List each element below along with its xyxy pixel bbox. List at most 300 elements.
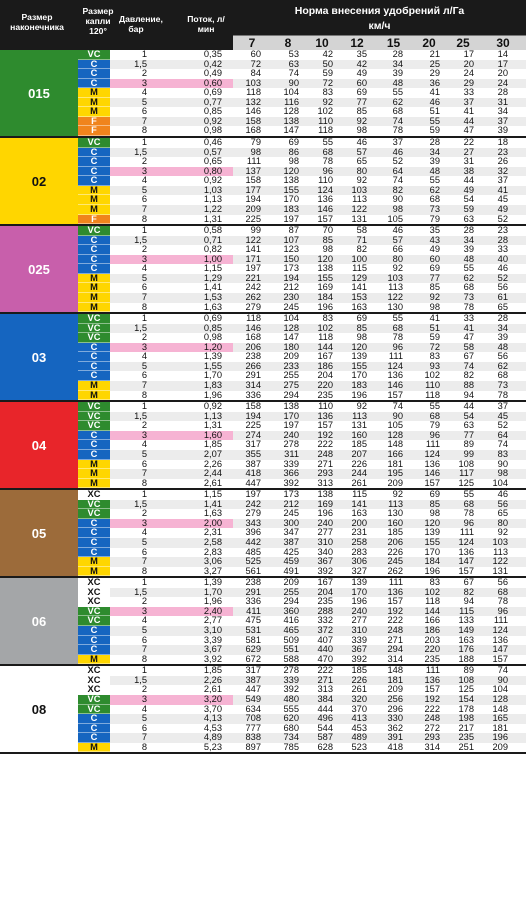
rate-value-20kmh: 21 [429,49,440,59]
pressure-value: 1 [141,225,147,236]
rate-value-10kmh: 440 [317,644,333,655]
droplet-class: VC [78,402,110,412]
rate-value-15kmh: 294 [387,644,403,655]
rate-value-12kmh: 183 [351,380,367,391]
rate-value-8kmh: 785 [283,741,299,752]
rate-value-10kmh: 169 [317,282,333,293]
droplet-class: VC [78,333,110,343]
droplet-class: C [78,352,110,362]
nozzle-size-04: 04 [0,402,78,488]
rate-value-12kmh: 226 [351,458,367,469]
flow-value: 3,10 [203,625,222,636]
droplet-class: C [78,167,110,177]
rate-value-30kmh: 49 [497,203,508,214]
flow-value: 2,07 [203,448,222,459]
rate-value-7kmh: 141 [245,244,261,255]
rate-value-20kmh: 192 [424,693,440,704]
flow-value: 0,60 [203,77,222,88]
rate-value-10kmh: 169 [317,498,333,509]
rate-value-8kmh: 339 [283,674,299,685]
rate-value-10kmh: 50 [322,58,333,69]
rate-value-12kmh: 185 [351,665,367,676]
rate-value-7kmh: 838 [245,732,261,743]
rate-value-25kmh: 188 [458,653,474,664]
rate-value-8kmh: 197 [283,213,299,224]
rate-value-10kmh: 136 [317,194,333,205]
rate-value-25kmh: 108 [458,458,474,469]
pressure-value: 8 [141,389,147,400]
rate-value-10kmh: 496 [317,713,333,724]
rate-value-15kmh: 92 [392,263,403,274]
droplet-class: F [78,215,110,225]
rate-value-8kmh: 87 [288,225,299,236]
rate-value-10kmh: 96 [322,165,333,176]
rate-value-15kmh: 113 [388,498,403,509]
rate-value-8kmh: 86 [288,146,299,157]
rate-value-20kmh: 235 [424,653,440,664]
rate-value-30kmh: 23 [497,146,508,157]
droplet-class: M [78,98,110,108]
droplet-class: C [78,362,110,372]
rate-value-7kmh: 561 [245,565,261,576]
group-separator [0,752,526,754]
rate-value-7kmh: 137 [245,165,261,176]
rate-value-20kmh: 48 [429,165,440,176]
rate-value-30kmh: 148 [492,703,508,714]
rate-value-12kmh: 170 [351,370,367,381]
rate-value-20kmh: 92 [429,292,440,302]
rate-value-30kmh: 74 [497,665,508,676]
rate-value-15kmh: 48 [392,77,403,88]
droplet-class: VC [78,412,110,422]
rate-value-12kmh: 170 [351,586,367,597]
rate-value-7kmh: 171 [245,253,261,264]
rate-value-12kmh: 139 [351,577,367,588]
rate-value-30kmh: 165 [492,713,508,724]
rate-value-7kmh: 225 [245,420,261,431]
rate-value-7kmh: 118 [246,313,261,324]
rate-value-25kmh: 44 [463,401,474,412]
speed-header-8: 8 [271,36,305,50]
rate-value-10kmh: 332 [317,615,333,626]
pressure-value: 8 [141,301,147,312]
rate-value-12kmh: 413 [351,713,367,724]
rate-value-8kmh: 480 [283,693,299,704]
rate-value-10kmh: 372 [317,625,333,636]
rate-value-25kmh: 63 [463,420,474,431]
flow-value: 3,67 [203,644,222,655]
rate-value-10kmh: 248 [317,448,333,459]
pressure-value: 1 [141,577,147,588]
rate-value-30kmh: 40 [497,253,508,264]
pressure-value: 5 [141,537,147,547]
flow-value: 0,77 [203,96,222,107]
rate-value-7kmh: 221 [245,272,261,283]
rate-value-25kmh: 29 [463,77,474,88]
rate-value-8kmh: 212 [283,498,299,509]
rate-value-7kmh: 266 [245,360,261,371]
rate-value-20kmh: 203 [424,634,440,645]
droplet-class: C [78,450,110,460]
rate-value-25kmh: 82 [463,370,474,381]
pressure-value: 7 [141,203,147,214]
droplet-class: F [78,126,110,136]
rate-value-10kmh: 313 [317,684,333,695]
rate-value-15kmh: 92 [392,489,403,500]
rate-value-7kmh: 343 [245,517,261,528]
header-speed-unit: км/ч [368,20,391,32]
rate-value-30kmh: 34 [497,106,508,117]
droplet-class: C [78,264,110,274]
pressure-value: 7 [141,644,147,655]
rate-value-15kmh: 130 [387,508,403,519]
pressure-value: 6 [141,370,147,381]
pressure-value: 3 [141,253,147,264]
rate-value-7kmh: 158 [245,401,261,412]
rate-value-10kmh: 271 [317,458,333,469]
rate-value-7kmh: 118 [246,87,261,98]
rate-value-15kmh: 90 [392,194,403,205]
rate-value-30kmh: 136 [492,634,508,645]
table-row [78,215,526,225]
rate-value-8kmh: 209 [283,577,299,588]
rate-value-25kmh: 94 [463,596,474,607]
rate-value-7kmh: 387 [245,674,261,685]
rate-value-8kmh: 194 [283,272,299,283]
rate-value-15kmh: 148 [387,665,403,676]
rate-value-20kmh: 139 [424,527,440,538]
rate-value-20kmh: 170 [424,546,440,557]
flow-value: 2,40 [203,605,222,616]
rate-value-30kmh: 56 [497,498,508,509]
rate-value-7kmh: 336 [245,389,261,400]
rate-value-25kmh: 37 [463,96,474,107]
rate-value-12kmh: 98 [356,332,367,343]
droplet-class: M [78,567,110,577]
rate-value-25kmh: 78 [463,508,474,519]
droplet-class: C [78,636,110,646]
rate-value-25kmh: 38 [463,165,474,176]
rate-value-8kmh: 240 [283,429,299,440]
rate-value-12kmh: 92 [356,401,367,412]
rate-value-7kmh: 485 [245,546,261,557]
header-flow: Поток, л/мин [187,14,225,34]
pressure-value: 7 [141,468,147,479]
rate-value-10kmh: 204 [317,370,333,381]
rate-value-20kmh: 69 [429,489,440,500]
pressure-value: 4 [141,87,147,98]
rate-value-15kmh: 160 [387,517,403,528]
rate-value-30kmh: 28 [497,87,508,98]
pressure-value: 1 [141,49,147,59]
rate-value-8kmh: 128 [283,106,299,117]
pressure-value: 1 [141,137,147,148]
droplet-class: C [78,236,110,246]
rate-value-10kmh: 340 [317,546,333,557]
rate-value-7kmh: 168 [245,125,261,136]
rate-value-25kmh: 108 [458,674,474,685]
flow-value: 1,03 [203,184,222,195]
rate-value-25kmh: 235 [458,732,474,743]
rate-value-20kmh: 49 [429,244,440,255]
rate-value-15kmh: 271 [387,634,403,645]
rate-value-8kmh: 209 [283,351,299,362]
speed-header-10: 10 [305,36,339,50]
rate-value-30kmh: 98 [497,468,508,479]
rate-value-30kmh: 56 [497,351,508,362]
rate-value-10kmh: 120 [317,253,333,264]
rate-value-20kmh: 293 [424,732,440,743]
rate-value-15kmh: 78 [392,125,403,136]
rate-value-8kmh: 116 [284,96,299,107]
flow-value: 4,89 [203,732,222,743]
rate-value-7kmh: 242 [245,498,261,509]
rate-value-12kmh: 46 [356,137,367,148]
rate-value-8kmh: 551 [283,644,299,655]
rate-value-25kmh: 78 [463,301,474,312]
pressure-value: 3 [141,77,147,88]
pressure-value: 6 [141,722,147,733]
rate-value-30kmh: 33 [497,244,508,255]
flow-value: 2,26 [203,674,222,685]
rate-value-10kmh: 102 [317,106,333,117]
rate-value-25kmh: 33 [463,313,474,324]
rate-value-25kmh: 163 [458,634,474,645]
rate-value-20kmh: 62 [429,184,440,195]
pressure-value: 4 [141,351,147,362]
rate-value-12kmh: 283 [351,546,367,557]
rate-value-7kmh: 99 [250,225,261,236]
pressure-value: 6 [141,634,147,645]
pressure-value: 6 [141,458,147,469]
rate-value-8kmh: 63 [288,58,299,69]
rate-value-12kmh: 370 [351,703,367,714]
rate-value-20kmh: 146 [424,468,440,479]
droplet-class: C [78,538,110,548]
rate-value-10kmh: 55 [322,137,333,148]
rate-value-20kmh: 77 [429,272,440,283]
rate-value-15kmh: 105 [387,213,403,224]
flow-value: 0,42 [203,58,222,69]
rate-value-20kmh: 98 [429,301,440,312]
rate-value-15kmh: 130 [387,301,403,312]
rate-value-30kmh: 18 [497,137,508,148]
rate-value-30kmh: 73 [497,380,508,391]
rate-value-7kmh: 132 [245,96,261,107]
droplet-class: XC [78,597,110,607]
rate-value-7kmh: 317 [245,439,261,450]
rate-value-12kmh: 261 [351,684,367,695]
pressure-value: 1,5 [134,498,147,509]
rate-value-10kmh: 110 [318,175,333,186]
rate-value-10kmh: 587 [317,732,333,743]
table-row [78,479,526,489]
rate-value-10kmh: 271 [317,674,333,685]
flow-value: 3,27 [203,565,222,576]
rate-value-15kmh: 192 [387,605,403,616]
rate-value-10kmh: 136 [317,410,333,421]
rate-value-20kmh: 118 [425,596,440,607]
rate-value-25kmh: 77 [463,429,474,440]
rate-value-10kmh: 155 [317,272,333,283]
rate-value-10kmh: 138 [317,263,333,274]
rate-value-20kmh: 59 [429,332,440,343]
rate-value-30kmh: 65 [497,508,508,519]
rate-value-30kmh: 32 [497,165,508,176]
rate-value-7kmh: 672 [245,653,261,664]
pressure-value: 7 [141,380,147,391]
rate-value-15kmh: 103 [387,272,403,283]
flow-value: 1,15 [203,489,222,500]
rate-value-10kmh: 83 [322,87,333,98]
droplet-class: XC [78,666,110,676]
flow-value: 2,83 [203,546,222,557]
rate-value-12kmh: 35 [356,49,367,59]
rate-value-15kmh: 222 [387,615,403,626]
flow-value: 3,39 [203,634,222,645]
rate-value-15kmh: 64 [392,165,403,176]
droplet-class: C [78,79,110,89]
rate-value-10kmh: 235 [317,596,333,607]
rate-value-25kmh: 115 [459,605,474,616]
speed-header-20: 20 [412,36,446,50]
rate-value-25kmh: 44 [463,175,474,186]
rate-value-12kmh: 58 [356,225,367,236]
rate-value-25kmh: 39 [463,244,474,255]
rate-value-12kmh: 65 [356,156,367,167]
rate-value-15kmh: 39 [392,68,403,79]
flow-value: 3,70 [203,703,222,714]
rate-value-8kmh: 245 [283,301,299,312]
rate-value-30kmh: 65 [497,301,508,312]
rate-value-25kmh: 48 [463,253,474,264]
pressure-value: 2 [141,332,147,343]
rate-value-15kmh: 209 [387,684,403,695]
rate-value-8kmh: 138 [283,115,299,126]
rate-value-8kmh: 680 [283,722,299,733]
speed-header-12: 12 [339,36,375,50]
flow-value: 1,85 [203,439,222,450]
droplet-class: C [78,733,110,743]
nozzle-size-03: 03 [0,314,78,400]
rate-value-30kmh: 90 [497,674,508,685]
rate-value-20kmh: 111 [425,665,440,676]
droplet-class: VC [78,616,110,626]
rate-value-25kmh: 41 [463,106,474,117]
rate-value-12kmh: 129 [351,272,367,283]
pressure-value: 4 [141,527,147,538]
speed-header-15: 15 [375,36,412,50]
rate-value-25kmh: 133 [458,615,474,626]
droplet-class: C [78,714,110,724]
rate-value-30kmh: 61 [497,292,508,302]
nozzle-size-025: 025 [0,226,78,312]
rate-value-15kmh: 46 [392,146,403,157]
rate-value-15kmh: 124 [387,360,403,371]
rate-value-20kmh: 25 [429,58,440,69]
rate-value-15kmh: 111 [388,351,403,362]
rate-value-10kmh: 392 [317,565,333,576]
rate-value-15kmh: 330 [387,713,403,724]
pressure-value: 8 [141,653,147,664]
rate-value-15kmh: 157 [387,596,403,607]
rate-value-8kmh: 555 [283,703,299,714]
rate-value-15kmh: 391 [387,732,403,743]
rate-value-30kmh: 209 [492,741,508,752]
rate-value-20kmh: 72 [429,341,440,352]
flow-value: 1,22 [203,203,222,214]
rate-value-30kmh: 90 [497,458,508,469]
droplet-class: C [78,371,110,381]
rate-value-15kmh: 37 [392,137,403,148]
droplet-class: C [78,343,110,353]
rate-value-7kmh: 291 [245,370,261,381]
rate-value-12kmh: 367 [351,644,367,655]
droplet-class: M [78,743,110,753]
rate-value-7kmh: 158 [245,115,261,126]
flow-value: 1,63 [203,301,222,312]
rate-value-30kmh: 147 [492,644,508,655]
rate-value-10kmh: 118 [318,332,333,343]
droplet-class: VC [78,324,110,334]
rate-value-10kmh: 85 [322,234,333,245]
rate-value-15kmh: 28 [392,49,403,59]
rate-value-7kmh: 525 [245,556,261,567]
rate-value-20kmh: 55 [429,115,440,126]
rate-value-20kmh: 46 [429,96,440,107]
rate-value-12kmh: 155 [351,360,367,371]
rate-value-8kmh: 123 [283,244,299,255]
flow-value: 3,92 [203,653,222,664]
rate-value-30kmh: 131 [492,565,508,576]
rate-value-10kmh: 222 [317,439,333,450]
rate-value-30kmh: 20 [497,68,508,79]
rate-value-25kmh: 82 [463,586,474,597]
rate-value-15kmh: 256 [387,693,403,704]
rate-value-20kmh: 220 [424,644,440,655]
rate-value-30kmh: 196 [492,732,508,743]
rate-value-8kmh: 104 [283,313,299,324]
droplet-class: C [78,548,110,558]
rate-value-10kmh: 144 [317,341,333,352]
droplet-class: XC [78,685,110,695]
rate-value-30kmh: 37 [497,175,508,186]
rate-value-8kmh: 180 [283,341,299,352]
rate-value-15kmh: 68 [392,106,403,117]
rate-value-10kmh: 470 [317,653,333,664]
pressure-value: 4 [141,615,147,626]
rate-value-12kmh: 82 [356,244,367,255]
rate-value-8kmh: 69 [288,137,299,148]
rate-value-10kmh: 124 [317,184,333,195]
speed-header-7: 7 [233,36,271,50]
rate-value-30kmh: 46 [497,263,508,274]
rate-value-7kmh: 708 [245,713,261,724]
droplet-class: VC [78,226,110,236]
rate-value-30kmh: 128 [492,693,508,704]
rate-value-8kmh: 294 [283,389,299,400]
flow-value: 1,31 [203,420,222,431]
rate-value-7kmh: 194 [245,410,261,421]
rate-value-12kmh: 115 [352,263,367,274]
rate-value-10kmh: 98 [322,244,333,255]
rate-value-12kmh: 69 [356,87,367,98]
rate-value-30kmh: 46 [497,489,508,500]
rate-value-20kmh: 118 [425,389,440,400]
rate-value-10kmh: 83 [322,313,333,324]
rate-value-8kmh: 230 [283,292,299,302]
rate-value-12kmh: 196 [351,389,367,400]
